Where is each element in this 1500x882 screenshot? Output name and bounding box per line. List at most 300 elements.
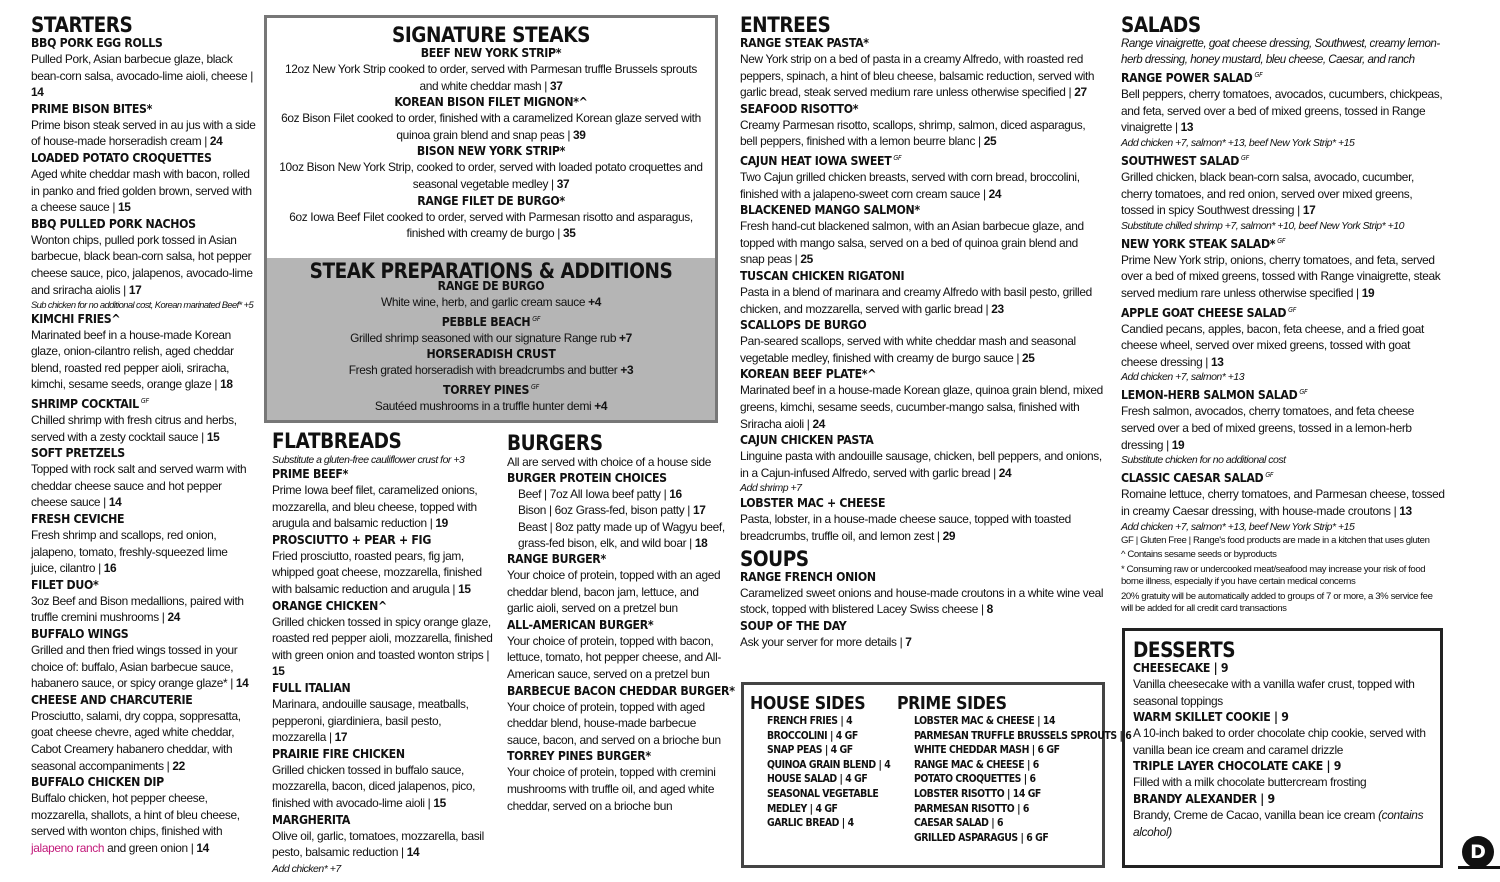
menu-item bbox=[740, 433, 1105, 495]
item-description bbox=[1121, 403, 1446, 453]
item-description-text: New York strip on a bed of pasta in a creamy Alfredo, with roasted red peppers, spinach, a hint of bleu cheese, balsamic reduction, served with garlic bread, steak served medium rare unless otherwise specified | bbox=[740, 52, 1095, 100]
item-description-text: Marinated beef in a house-made Korean glaze, onion-cilantro relish, aged cheddar blend, roasted red pepper aioli, sriracha, kimchi, sesame seeds, orange glaze | bbox=[31, 327, 234, 392]
protein-price: 16 bbox=[669, 486, 682, 501]
item-description-text: 3oz Beef and Bison medallions, paired with truffle cremini mushrooms | bbox=[31, 593, 244, 625]
item-name-text: RANGE FRENCH ONION bbox=[740, 569, 876, 584]
prime-sides bbox=[897, 693, 1155, 845]
item-price: 13 bbox=[1399, 503, 1412, 518]
item-name-text: RANGE DE BURGO bbox=[437, 279, 545, 294]
item-price: 17 bbox=[128, 282, 142, 297]
item-name-text: CHEESECAKE | 9 bbox=[1133, 661, 1229, 676]
item-description-text: Romaine lettuce, cherry tomatoes, and Parmesan cheese, tossed in creamy Caesar dressing, with house-made croutons | bbox=[1121, 487, 1445, 518]
side-item: WHITE CHEDDAR MASH | 6 GF bbox=[914, 744, 1060, 757]
menu-item bbox=[1121, 68, 1446, 150]
menu-item bbox=[272, 467, 494, 532]
item-name bbox=[740, 269, 1105, 284]
item-description bbox=[31, 327, 256, 393]
item-description-text: Prosciutto, salami, dry coppa, soppresatta, goat cheese chevre, aged white cheddar, Cabot Creamery habanero cheddar, with seasonal accompaniments | bbox=[31, 708, 241, 773]
item-price: 13 bbox=[1211, 354, 1224, 369]
item-price: 15 bbox=[118, 200, 131, 215]
item-name-text: BARBECUE BACON CHEDDAR BURGER* bbox=[507, 683, 735, 698]
item-name-text: BRANDY ALEXANDER | 9 bbox=[1133, 792, 1275, 807]
salads-note: Range vinaigrette, goat cheese dressing, Southwest, creamy lemon-herb dressing, honey mustard, bleu cheese, Caesar, and ranch bbox=[1121, 37, 1440, 67]
side-item: RANGE MAC & CHEESE | 6 bbox=[914, 758, 1039, 771]
item-description-text: Grilled chicken tossed in spicy orange glaze, roasted red pepper aioli, mozzarella, finished with green onion and toasted wonton strips | bbox=[272, 614, 493, 662]
menu-item bbox=[740, 367, 1105, 432]
item-name-text: APPLE GOAT CHEESE SALAD bbox=[1121, 305, 1287, 320]
item-name bbox=[31, 627, 256, 642]
item-description bbox=[740, 634, 1105, 651]
menu-item bbox=[1121, 385, 1446, 467]
menu-item bbox=[272, 681, 494, 746]
item-name-text: BEEF NEW YORK STRIP* bbox=[420, 46, 562, 61]
item-description-text: Caramelized sweet onions and house-made croutons in a white wine veal stock, topped with blistered Lacey Swiss cheese | bbox=[740, 585, 1104, 617]
item-description-text: Sautéed mushrooms in a truffle hunter demi bbox=[374, 398, 595, 413]
soups-title: SOUPS bbox=[740, 546, 809, 571]
item-price: 14 bbox=[196, 840, 209, 855]
starters-column bbox=[31, 14, 256, 858]
item-name bbox=[1121, 234, 1446, 252]
item-name-text: RANGE STEAK PASTA* bbox=[740, 36, 869, 51]
item-description bbox=[31, 117, 256, 150]
item-description bbox=[1133, 676, 1432, 709]
item-description-text: Ask your server for more details | bbox=[740, 634, 906, 649]
item-name-text: CAJUN CHICKEN PASTA bbox=[740, 433, 874, 448]
protein-text: Bison | 6oz Grass-fed, bison patty | bbox=[518, 503, 693, 518]
item-price: 7 bbox=[905, 634, 912, 649]
item-price: 19 bbox=[1361, 285, 1375, 300]
item-description-text: A 10-inch baked to order chocolate chip cookie, served with vanilla bean ice cream and caramel drizzle bbox=[1133, 726, 1426, 757]
menu-item bbox=[740, 203, 1105, 268]
steaks-list bbox=[267, 46, 715, 242]
item-name-text: PRIME BISON BITES* bbox=[31, 101, 153, 116]
item-name-text: BBQ PULLED PORK NACHOS bbox=[31, 216, 196, 231]
house-sides-list bbox=[750, 714, 904, 831]
item-name bbox=[272, 467, 494, 482]
item-name bbox=[31, 578, 256, 593]
item-name-text: KIMCHI FRIES^ bbox=[31, 311, 121, 326]
item-name bbox=[31, 446, 256, 461]
item-name-text: CAJUN HEAT IOWA SWEET bbox=[740, 154, 892, 169]
item-price: 22 bbox=[172, 758, 185, 773]
item-description-text: Buffalo chicken, hot pepper cheese, mozzarella, shallots, a hint of bleu cheese, served with wonton chips, finished with bbox=[31, 791, 240, 839]
item-price: +3 bbox=[620, 363, 634, 378]
item-description-text: Candied pecans, apples, bacon, feta cheese, and a fried goat cheese wheel, served over mixed greens, tossed with goat cheese dressing | bbox=[1121, 321, 1424, 369]
item-name bbox=[279, 46, 703, 61]
menu-item bbox=[272, 533, 494, 598]
gluten-free-tag: GF bbox=[140, 397, 149, 406]
item-name bbox=[1133, 710, 1432, 725]
item-name bbox=[507, 683, 735, 699]
menu-item bbox=[31, 102, 256, 150]
item-name bbox=[31, 312, 256, 327]
page-letter-badge: D bbox=[1462, 836, 1494, 868]
burger-protein-option bbox=[518, 519, 727, 552]
item-note: Add chicken +7, salmon* +13, beef New York Strip* +15 bbox=[1121, 136, 1355, 149]
item-description bbox=[31, 593, 256, 626]
side-item: SEASONAL VEGETABLE bbox=[767, 787, 879, 800]
item-description bbox=[31, 51, 256, 101]
item-name bbox=[740, 619, 1105, 634]
menu-item bbox=[740, 102, 1105, 150]
item-description bbox=[267, 330, 715, 347]
entrees-section bbox=[740, 14, 1105, 651]
item-note: Substitute chilled shrimp +7, salmon* +10, beef New York Strip* +10 bbox=[1121, 219, 1404, 232]
item-description bbox=[272, 482, 494, 532]
side-item: QUINOA GRAIN BLEND | 4 bbox=[767, 758, 891, 771]
flatbreads-add-note: Add chicken* +7 bbox=[272, 862, 341, 875]
protein-text: Beef | 7oz All Iowa beef patty | bbox=[518, 486, 670, 501]
item-price: +4 bbox=[594, 398, 608, 413]
item-description bbox=[740, 284, 1105, 317]
item-description-text: Fried prosciutto, roasted pears, fig jam, whipped goat cheese, mozzarella, finished with balsamic reduction and arugula | bbox=[272, 548, 482, 597]
menu-item bbox=[740, 570, 1105, 618]
side-item: MEDLEY | 4 GF bbox=[767, 802, 838, 815]
item-note: Add chicken +7, salmon* +13, beef New York Strip* +15 bbox=[1121, 520, 1355, 533]
item-description-text: White wine, herb, and garlic cream sauce bbox=[381, 295, 589, 310]
house-sides bbox=[750, 693, 904, 831]
item-name-text: RANGE POWER SALAD bbox=[1121, 71, 1253, 86]
menu-item bbox=[1133, 759, 1432, 791]
item-description-text: Brandy, Creme de Cacao, vanilla bean ice cream bbox=[1133, 808, 1379, 823]
item-name bbox=[272, 599, 494, 614]
item-description bbox=[31, 527, 256, 577]
item-description-text: Vanilla cheesecake with a vanilla wafer crust, topped with seasonal toppings bbox=[1133, 677, 1415, 708]
item-name-text: HORSERADISH CRUST bbox=[426, 347, 556, 362]
item-name bbox=[31, 217, 256, 232]
menu-item bbox=[279, 194, 703, 242]
menu-item bbox=[267, 279, 715, 311]
item-price: 18 bbox=[220, 377, 233, 392]
item-description bbox=[31, 708, 256, 774]
item-name bbox=[1121, 68, 1446, 86]
item-name bbox=[1133, 759, 1432, 774]
item-name-text: SOUTHWEST SALAD bbox=[1121, 153, 1240, 168]
gluten-free-tag: GF bbox=[531, 382, 539, 391]
item-name-text: BISON NEW YORK STRIP* bbox=[416, 144, 566, 159]
item-name-text: SOFT PRETZELS bbox=[31, 446, 125, 461]
entrees-list bbox=[740, 36, 1105, 545]
page-edge-white bbox=[1452, 0, 1500, 866]
item-price: 39 bbox=[573, 127, 586, 142]
item-name bbox=[507, 618, 727, 633]
item-name bbox=[279, 144, 703, 159]
menu-item bbox=[1133, 710, 1432, 758]
item-name-text: SEAFOOD RISOTTO* bbox=[740, 101, 859, 116]
item-description bbox=[740, 448, 1105, 481]
item-description bbox=[272, 828, 494, 861]
item-note: Add chicken +7, salmon* +13 bbox=[1121, 371, 1245, 384]
item-description-text: Grilled and then fried wings tossed in your choice of: buffalo, Asian barbecue sauce, habanero sauce, or spicy orange glaze* | bbox=[31, 643, 238, 691]
item-name bbox=[740, 433, 1105, 448]
side-item: GARLIC BREAD | 4 bbox=[767, 817, 854, 830]
item-description bbox=[279, 110, 703, 143]
item-price: 35 bbox=[562, 226, 576, 241]
menu-item bbox=[31, 446, 256, 511]
item-description-text: Grilled shrimp seasoned with our signature Range rub bbox=[350, 330, 620, 345]
item-price: 25 bbox=[1022, 350, 1035, 365]
menu-item bbox=[1121, 151, 1446, 233]
item-name bbox=[1121, 468, 1446, 486]
menu-item bbox=[740, 151, 1105, 202]
item-price: 19 bbox=[1171, 437, 1185, 452]
item-price: 14 bbox=[108, 495, 122, 510]
item-description-text: Grilled chicken, black bean-corn salsa, avocado, cucumber, cherry tomatoes, and red onion, served over mixed greens, tossed in spicy Southwest dressing | bbox=[1121, 169, 1414, 218]
burgers-title: BURGERS bbox=[507, 431, 603, 455]
item-name-text: TUSCAN CHICKEN RIGATONI bbox=[740, 269, 905, 284]
item-price: 15 bbox=[433, 795, 446, 810]
flatbreads-section bbox=[272, 430, 494, 876]
item-description bbox=[507, 764, 727, 814]
legend-line: GF | Gluten Free | Range's food products are made in a kitchen that uses gluten bbox=[1121, 534, 1430, 546]
item-name bbox=[31, 36, 256, 51]
item-name bbox=[1121, 303, 1446, 321]
item-name-text: WARM SKILLET COOKIE | 9 bbox=[1133, 710, 1289, 725]
item-description bbox=[1121, 86, 1446, 136]
entrees-title: ENTREES bbox=[740, 13, 831, 37]
item-name bbox=[267, 380, 715, 398]
menu-item bbox=[740, 36, 1105, 101]
item-price: 37 bbox=[556, 177, 570, 192]
item-name-text: LOBSTER MAC + CHEESE bbox=[740, 496, 886, 511]
flatbreads-title: FLATBREADS bbox=[272, 429, 402, 453]
item-description-text: Pasta in a blend of marinara and creamy Alfredo with basil pesto, grilled chicken, and mozzarella, served with garlic bread | bbox=[740, 285, 1092, 316]
menu-item bbox=[31, 775, 256, 856]
item-description-text: Wonton chips, pulled pork tossed in Asian barbecue, black bean-corn salsa, hot pepper cheese sauce, pico, jalapenos, avocado-lime and sriracha aiolis | bbox=[31, 232, 253, 297]
item-name bbox=[740, 151, 1105, 169]
item-price: 17 bbox=[334, 730, 348, 745]
item-price: 15 bbox=[206, 429, 220, 444]
item-name bbox=[31, 102, 256, 117]
item-description bbox=[31, 461, 256, 511]
item-description-text: Your choice of protein, topped with an aged cheddar blend, bacon jam, lettuce, and garlic aioli, served on a pretzel bun bbox=[507, 568, 721, 616]
item-price: 16 bbox=[103, 561, 117, 576]
sides-box bbox=[741, 682, 1132, 868]
item-description-text: 12oz New York Strip cooked to order, served with Parmesan truffle Brussels sprouts and white cheddar mash | bbox=[285, 62, 697, 93]
item-price: +4 bbox=[588, 295, 601, 310]
item-description-text: Chilled shrimp with fresh citrus and herbs, served with a zesty cocktail sauce | bbox=[31, 413, 237, 444]
item-name bbox=[31, 693, 256, 708]
gluten-free-tag: GF bbox=[1288, 305, 1297, 314]
menu-item bbox=[31, 578, 256, 626]
item-description-text: Marinara, andouille sausage, meatballs, pepperoni, giardiniera, basil pesto, mozzarella | bbox=[272, 696, 469, 745]
flatbreads-list bbox=[272, 467, 494, 861]
protein-price: 17 bbox=[692, 503, 706, 518]
item-name bbox=[1133, 792, 1432, 807]
item-name bbox=[267, 312, 715, 330]
item-description-italic: (contains alcohol) bbox=[1133, 808, 1424, 839]
item-description bbox=[740, 382, 1105, 432]
item-name bbox=[272, 747, 494, 762]
item-description bbox=[740, 218, 1105, 268]
desserts-box bbox=[1122, 628, 1443, 868]
legend-line: 20% gratuity will be automatically added to groups of 7 or more, a 3% service fee will be added for all credit card transactions bbox=[1121, 590, 1433, 615]
starters-list bbox=[31, 36, 256, 857]
item-price: 27 bbox=[1074, 85, 1087, 100]
item-price: 17 bbox=[1302, 203, 1316, 218]
item-description-text: Grilled chicken tossed in buffalo sauce, mozzarella, bacon, diced jalapenos, pico, finished with avocado-lime aioli | bbox=[272, 762, 476, 810]
menu-item bbox=[279, 144, 703, 192]
item-description bbox=[740, 333, 1105, 366]
menu-item bbox=[31, 151, 256, 216]
menu-legend bbox=[1121, 535, 1446, 616]
menu-item bbox=[31, 394, 256, 445]
menu-item bbox=[279, 95, 703, 143]
item-name bbox=[740, 367, 1105, 382]
item-name bbox=[507, 749, 727, 764]
item-name bbox=[272, 533, 494, 548]
menu-item bbox=[1121, 303, 1446, 385]
menu-item bbox=[279, 46, 703, 94]
item-price: 24 bbox=[998, 465, 1012, 480]
menu-item bbox=[31, 627, 256, 692]
item-description bbox=[267, 398, 715, 415]
item-description bbox=[31, 790, 256, 856]
gluten-free-tag: GF bbox=[1277, 236, 1286, 245]
item-name-text: FULL ITALIAN bbox=[272, 680, 351, 695]
item-price: 19 bbox=[435, 516, 448, 531]
preparations-list bbox=[267, 279, 715, 415]
item-description bbox=[279, 209, 703, 242]
item-name bbox=[267, 347, 715, 362]
item-description-text: Fresh grated horseradish with breadcrumbs and butter bbox=[348, 363, 621, 378]
item-name-text: PRIME BEEF* bbox=[272, 467, 349, 482]
burger-protein-title: BURGER PROTEIN CHOICES bbox=[507, 470, 667, 485]
desserts-title: DESSERTS bbox=[1133, 638, 1236, 662]
salads-list bbox=[1121, 68, 1446, 533]
item-name: BUFFALO CHICKEN DIP bbox=[31, 775, 164, 790]
menu-item bbox=[1133, 661, 1432, 709]
item-price: 24 bbox=[167, 610, 180, 625]
item-description bbox=[31, 642, 256, 692]
item-name bbox=[31, 512, 256, 527]
item-name-text: SCALLOPS DE BURGO bbox=[740, 318, 867, 333]
item-description bbox=[272, 762, 494, 812]
item-price: 8 bbox=[986, 602, 993, 617]
item-description-text: Creamy Parmesan risotto, scallops, shrimp, salmon, diced asparagus, bell peppers, finished with a lemon beurre blanc | bbox=[740, 117, 1086, 149]
steak-preparations-title: STEAK PREPARATIONS & ADDITIONS bbox=[309, 259, 673, 283]
item-description-text: Pan-seared scallops, served with white cheddar mash and seasonal vegetable medley, finished with creamy de burgo sauce | bbox=[740, 334, 1076, 365]
protein-price: 18 bbox=[694, 536, 708, 551]
menu-item bbox=[507, 749, 727, 814]
side-item: POTATO CROQUETTES | 6 bbox=[914, 773, 1036, 786]
item-description-text: 6oz Iowa Beef Filet cooked to order, served with Parmesan risotto and asparagus, finished with creamy de burgo | bbox=[289, 209, 693, 241]
item-name bbox=[279, 194, 703, 209]
item-description bbox=[31, 412, 256, 445]
item-description-text: Two Cajun grilled chicken breasts, served with corn bread, broccolini, finished with a jalapeno-sweet corn cream sauce | bbox=[740, 170, 1080, 201]
item-description-text: Bell peppers, cherry tomatoes, avocados, cucumbers, chickpeas, and feta, served over a bed of mixed greens, tossed in Range vinaigrette | bbox=[1121, 87, 1443, 135]
item-description-text: Your choice of protein, topped with cremini mushrooms with truffle oil, and aged white cheddar, served on a brioche bun bbox=[507, 765, 716, 813]
item-name bbox=[272, 813, 494, 828]
item-description bbox=[740, 51, 1105, 101]
item-price: 13 bbox=[1180, 120, 1194, 135]
item-price: 37 bbox=[549, 78, 563, 93]
side-item: PARMESAN TRUFFLE BRUSSELS SPROUTS | 6 bbox=[914, 729, 1132, 742]
item-description bbox=[507, 633, 727, 683]
item-name-text: TORREY PINES bbox=[443, 382, 530, 397]
item-name-text: KOREAN BEEF PLATE*^ bbox=[740, 367, 877, 382]
item-name-text: PROSCIUTTO + PEAR + FIG bbox=[272, 532, 432, 547]
item-description bbox=[740, 585, 1105, 618]
item-description bbox=[740, 169, 1105, 202]
item-price: 25 bbox=[800, 252, 813, 267]
item-description bbox=[1121, 486, 1446, 519]
menu-item bbox=[272, 747, 494, 812]
desserts-list bbox=[1133, 661, 1432, 840]
menu-item bbox=[740, 269, 1105, 317]
item-description bbox=[279, 61, 703, 94]
item-name bbox=[740, 203, 1105, 218]
item-description-text: and green onion | bbox=[104, 840, 197, 855]
item-name-text: SHRIMP COCKTAIL bbox=[31, 397, 139, 412]
item-name-text: FRESH CEVICHE bbox=[31, 512, 125, 527]
item-description-text: Fresh shrimp and scallops, red onion, jalapeno, tomato, freshly-squeezed lime juice, cilantro | bbox=[31, 528, 228, 576]
item-description bbox=[1133, 807, 1432, 840]
item-name-text: CHEESE AND CHARCUTERIE bbox=[31, 692, 193, 707]
burger-protein-option bbox=[518, 486, 727, 503]
prime-sides-title: PRIME SIDES bbox=[897, 693, 1007, 714]
menu-item bbox=[31, 693, 256, 774]
starters-title: STARTERS bbox=[31, 13, 133, 37]
item-name-text: BUFFALO WINGS bbox=[31, 627, 129, 642]
item-name bbox=[1121, 151, 1446, 169]
menu-item bbox=[267, 312, 715, 347]
signature-steaks-title: SIGNATURE STEAKS bbox=[391, 23, 591, 47]
gluten-free-tag: GF bbox=[1254, 71, 1263, 80]
item-description bbox=[272, 614, 494, 680]
menu-item bbox=[740, 318, 1105, 366]
item-description-text: Filled with a milk chocolate buttercream frosting bbox=[1133, 775, 1367, 790]
burgers-note: All are served with choice of a house side bbox=[507, 455, 712, 470]
item-name bbox=[740, 318, 1105, 333]
item-name-text: MARGHERITA bbox=[272, 812, 351, 827]
item-description bbox=[1121, 169, 1446, 219]
item-description-text: Your choice of protein, topped with bacon, lettuce, tomato, hot pepper cheese, and All-American sauce, served on a pretzel bun bbox=[507, 633, 721, 681]
menu-item bbox=[31, 512, 256, 577]
item-name-text: FILET DUO* bbox=[31, 577, 99, 592]
menu-item bbox=[1121, 468, 1446, 533]
item-price: 15 bbox=[272, 664, 285, 679]
item-description-text: 10oz Bison New York Strip, cooked to order, served with loaded potato croquettes and seasonal vegetable medley | bbox=[279, 160, 703, 192]
item-description bbox=[267, 362, 715, 379]
side-item: BROCCOLINI | 4 GF bbox=[767, 729, 858, 742]
menu-item bbox=[1121, 234, 1446, 302]
item-name bbox=[31, 394, 256, 412]
item-name-text: ALL-AMERICAN BURGER* bbox=[507, 617, 654, 632]
house-sides-title: HOUSE SIDES bbox=[750, 693, 866, 714]
item-price: 24 bbox=[812, 416, 826, 431]
item-name bbox=[507, 552, 727, 567]
side-item: HOUSE SALAD | 4 GF bbox=[767, 773, 868, 786]
item-description bbox=[740, 117, 1105, 150]
item-price: 14 bbox=[406, 845, 420, 860]
item-name-text: KOREAN BISON FILET MIGNON*^ bbox=[394, 95, 588, 110]
item-description-text: Pulled Pork, Asian barbecue glaze, black bean-corn salsa, avocado-lime aioli, cheese | bbox=[31, 52, 253, 83]
legend-line: ^ Contains sesame seeds or byproducts bbox=[1121, 549, 1277, 561]
soups-list bbox=[740, 570, 1105, 651]
item-price: 14 bbox=[31, 85, 44, 100]
item-description bbox=[267, 294, 715, 311]
menu-item bbox=[267, 380, 715, 415]
item-price: 23 bbox=[991, 301, 1004, 316]
gluten-free-tag: GF bbox=[532, 314, 541, 323]
item-description-text: Linguine pasta with andouille sausage, chicken, bell peppers, and onions, in a Cajun-infused Alfredo, served with garlic bread | bbox=[740, 449, 1102, 480]
item-description-text: Prime Iowa beef filet, caramelized onions, mozzarella, and bleu cheese, topped with arugula and balsamic reduction | bbox=[272, 483, 478, 531]
item-description-text: Prime New York strip, onions, cherry tomatoes, and feta, served over a bed of mixed greens, tossed with Range vinaigrette, steak served medium rare unless otherwise specified | bbox=[1121, 252, 1441, 300]
item-description bbox=[1121, 252, 1446, 302]
item-name-text: RANGE FILET DE BURGO* bbox=[417, 193, 565, 208]
item-price: 14 bbox=[235, 676, 249, 691]
